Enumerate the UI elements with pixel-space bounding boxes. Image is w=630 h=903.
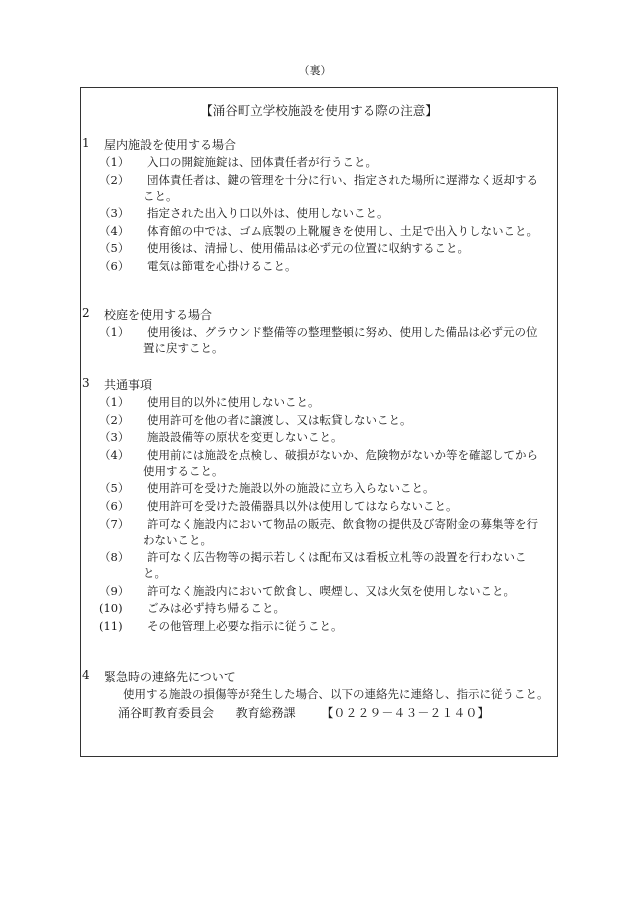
list-item	[81, 205, 557, 221]
item-text: 使用許可を他の者に譲渡し、又は転貸しないこと。	[147, 412, 412, 427]
item-text: 使用後は、清掃し、使用備品は必ず元の位置に収納すること。	[147, 241, 469, 256]
section-number: 4	[82, 668, 90, 682]
contact-office: 涌谷町教育委員会	[118, 706, 215, 720]
list-item	[81, 223, 557, 239]
list-item	[81, 429, 557, 445]
contact-department: 教育総務課	[235, 706, 296, 720]
item-text: 団体責任者は、鍵の管理を十分に行い、指定された場所に遅滞なく返却すること。	[143, 172, 538, 203]
item-text: 電気は節電を心掛けること。	[147, 258, 297, 273]
section-title: 屋内施設を使用する場合	[104, 138, 237, 152]
section-number: 2	[82, 306, 90, 320]
item-text: 使用許可を受けた施設以外の施設に立ち入らないこと。	[147, 481, 435, 496]
list-item	[81, 412, 557, 428]
item-number: （3）	[99, 206, 130, 221]
section-heading	[81, 306, 557, 324]
contact-instructions: 使用する施設の損傷等が発生した場合、以下の連絡先に連絡し、指示に従うこと。	[123, 687, 549, 701]
item-text: その他管理上必要な指示に従うこと。	[147, 618, 343, 633]
item-number: （6）	[99, 498, 130, 513]
item-text: ごみは必ず持ち帰ること。	[147, 601, 285, 616]
item-text: 使用目的以外に使用しないこと。	[147, 395, 320, 409]
item-number: （5）	[99, 481, 130, 496]
list-item	[81, 583, 557, 599]
list-item	[81, 600, 557, 616]
item-number: （5）	[99, 241, 130, 256]
section-heading	[81, 668, 557, 686]
item-text: 入口の開錠施錠は、団体責任者が行うこと。	[147, 155, 377, 169]
item-number: (10)	[99, 601, 123, 616]
section-indoor	[81, 136, 557, 276]
list-item	[81, 240, 557, 256]
section-common-rules	[81, 376, 557, 636]
list-item	[81, 480, 557, 496]
item-number: （1）	[99, 325, 130, 339]
list-item	[81, 516, 557, 548]
item-number: （7）	[99, 516, 130, 531]
list-item	[81, 258, 557, 274]
list-item	[81, 618, 557, 634]
list-item	[81, 172, 557, 204]
document-title: 【涌谷町立学校施設を使用する際の注意】	[200, 103, 438, 118]
section-number: 3	[82, 376, 90, 390]
list-item	[81, 498, 557, 514]
item-text: 許可なく施設内において飲食し、喫煙し、又は火気を使用しないこと。	[147, 583, 515, 598]
section-title: 緊急時の連絡先について	[104, 670, 236, 684]
item-number: （4）	[99, 223, 130, 238]
item-number: (11)	[99, 618, 123, 633]
item-number: （1）	[99, 395, 130, 409]
section-title: 共通事項	[104, 378, 153, 392]
item-number: （2）	[99, 172, 130, 187]
contact-line	[81, 704, 557, 722]
item-text: 許可なく施設内において物品の販売、飲食物の提供及び寄附金の募集等を行わないこと。	[143, 516, 538, 547]
list-item	[81, 549, 557, 581]
item-number: （2）	[99, 412, 130, 427]
item-text: 使用前には施設を点検し、破損がないか、危険物がないか等を確認してから使用すること。	[143, 447, 538, 478]
item-number: （3）	[99, 430, 130, 445]
list-item	[81, 324, 557, 356]
item-text: 体育館の中では、ゴム底製の上靴履きを使用し、土足で出入りしないこと。	[147, 223, 538, 238]
list-item	[81, 154, 557, 170]
item-text: 施設設備等の原状を変更しないこと。	[147, 430, 343, 445]
section-heading	[81, 376, 557, 394]
section-schoolyard	[81, 306, 557, 358]
item-number: （4）	[99, 447, 130, 462]
list-item	[81, 447, 557, 479]
item-text: 使用許可を受けた設備器具以外は使用してはならないこと。	[147, 498, 458, 513]
item-number: （1）	[99, 155, 130, 169]
item-text: 使用後は、グラウンド整備等の整理整頓に努め、使用した備品は必ず元の位置に戻すこと。	[143, 325, 538, 355]
item-number: （9）	[99, 583, 130, 598]
item-number: （6）	[99, 258, 130, 273]
item-number: （8）	[99, 550, 130, 565]
contact-phone: 【０２２９－４３－２１４０】	[321, 706, 490, 720]
page-side-label: （裏）	[298, 64, 332, 77]
section-heading	[81, 136, 557, 154]
item-text: 指定された出入り口以外は、使用しないこと。	[147, 206, 389, 221]
notice-box	[80, 87, 558, 757]
section-title: 校庭を使用する場合	[104, 308, 213, 322]
list-item	[81, 394, 557, 410]
section-number: 1	[82, 136, 90, 150]
item-text: 許可なく広告物等の掲示若しくは配布又は看板立札等の設置を行わないこと。	[143, 550, 527, 581]
section-emergency-contact	[81, 668, 557, 722]
